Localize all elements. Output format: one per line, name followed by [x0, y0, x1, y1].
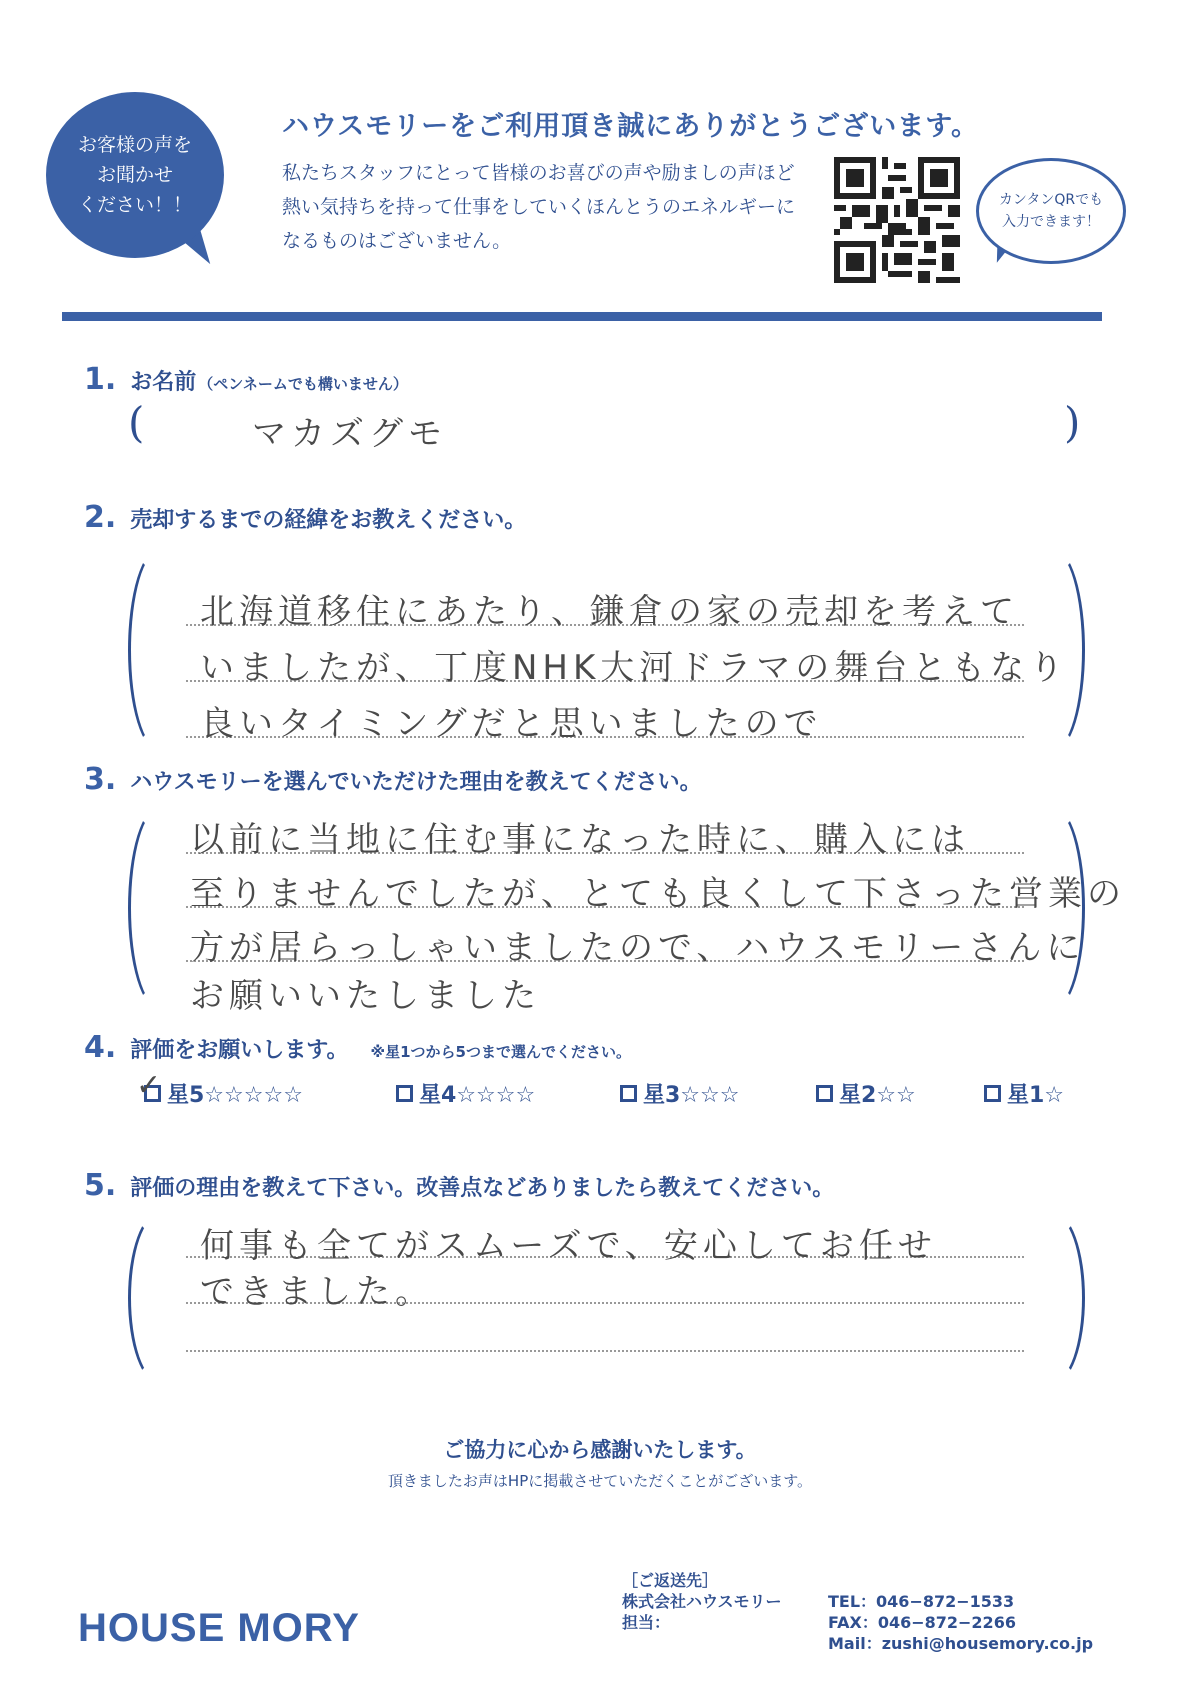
qr-code-icon[interactable]: [834, 157, 960, 283]
rating-label: 星3☆☆☆: [643, 1083, 740, 1108]
question-4: [84, 1030, 631, 1065]
question-label: 売却するまでの経緯をお教えください。: [130, 508, 527, 533]
name-answer[interactable]: マカズグモ: [252, 414, 447, 454]
rating-option-1[interactable]: [984, 1078, 1064, 1109]
speech-bubble: [46, 92, 224, 258]
qr-note-line: カンタンQRでも: [998, 192, 1104, 208]
checkbox[interactable]: [620, 1085, 637, 1102]
question-3: [84, 762, 702, 797]
intro-line: 私たちスタッフにとって皆様のお喜びの声や励ましの声ほど: [282, 162, 795, 184]
email-link[interactable]: Mail：zushi@housemory.co.jp: [828, 1634, 1094, 1653]
thanks-text: ご協力に心から感謝いたします。: [443, 1438, 757, 1462]
bubble-line: お客様の声を: [77, 134, 192, 156]
answer-text[interactable]: 北海道移住にあたり、鎌倉の家の売却を考えて: [200, 592, 1019, 632]
question-2: [84, 500, 526, 535]
check-mark-icon: ✓: [136, 1068, 162, 1103]
answer-text[interactable]: 至りませんでしたが、とても良くして下さった営業の: [190, 874, 1126, 914]
checkbox[interactable]: [396, 1085, 413, 1102]
question-number: 4.: [84, 1030, 117, 1065]
return-label: ［ご返送先］: [622, 1571, 719, 1590]
publish-note: 頂きましたお声はHPに掲載させていただくことがございます。: [387, 1472, 813, 1490]
question-label: 評価の理由を教えて下さい。改善点などありましたら教えてください。: [130, 1176, 835, 1201]
bubble-line: ください！！: [77, 194, 192, 216]
answer-text[interactable]: いましたが、丁度NHK大河ドラマの舞台ともなり: [200, 648, 1069, 688]
checkbox[interactable]: [984, 1085, 1001, 1102]
answer-line: [186, 1350, 1024, 1352]
answer-text[interactable]: できました。: [200, 1272, 434, 1312]
tel-number[interactable]: TEL：046−872−1533: [828, 1592, 1015, 1611]
right-paren: ): [1064, 398, 1081, 447]
intro-line: なるものはございません。: [282, 230, 512, 252]
company-logo: HOUSE MORY: [78, 1606, 360, 1650]
header-divider: [62, 312, 1102, 321]
fax-number: FAX：046−872−2266: [828, 1613, 1016, 1632]
left-bracket: [128, 1212, 191, 1384]
page-title: ハウスモリーをご利用頂き誠にありがとうございます。: [282, 111, 980, 142]
answer-text[interactable]: お願いいたしました: [190, 976, 541, 1016]
question-label: ハウスモリーを選んでいただけた理由を教えてください。: [130, 770, 702, 795]
question-label: お名前: [130, 370, 197, 395]
rating-label: 星4☆☆☆☆: [419, 1083, 536, 1108]
answer-text[interactable]: 方が居らっしゃいましたので、ハウスモリーさんに: [190, 928, 1086, 968]
checkbox[interactable]: [816, 1085, 833, 1102]
question-number: 2.: [84, 500, 117, 535]
bubble-line: お聞かせ: [96, 164, 173, 186]
company-name: 株式会社ハウスモリー: [622, 1592, 782, 1611]
right-bracket: [1022, 1212, 1085, 1384]
rating-option-5[interactable]: [144, 1078, 303, 1109]
question-5: [84, 1168, 834, 1203]
rating-label: 星5☆☆☆☆☆: [167, 1083, 303, 1108]
qr-note-bubble: [976, 158, 1126, 264]
question-sub: ※星1つから5つまで選んでください。: [370, 1043, 631, 1061]
staff-label: 担当：: [622, 1613, 671, 1632]
answer-text[interactable]: 良いタイミングだと思いましたので: [200, 704, 823, 744]
left-bracket: [128, 548, 191, 752]
rating-option-3[interactable]: [620, 1078, 739, 1109]
rating-option-4[interactable]: [396, 1078, 535, 1109]
question-sub: （ペンネームでも構いません）: [198, 375, 408, 393]
question-1: [84, 362, 408, 397]
rating-label: 星2☆☆: [839, 1083, 916, 1108]
answer-text[interactable]: 何事も全てがスムーズで、安心してお任せ: [200, 1226, 937, 1266]
question-number: 5.: [84, 1168, 117, 1203]
intro-line: 熱い気持ちを持って仕事をしていくほんとうのエネルギーに: [282, 196, 796, 218]
question-number: 3.: [84, 762, 117, 797]
left-bracket: [128, 806, 191, 1010]
question-number: 1.: [84, 362, 117, 397]
intro-text: [282, 156, 842, 258]
left-paren: (: [128, 398, 145, 447]
answer-text[interactable]: 以前に当地に住む事になった時に、購入には: [190, 820, 970, 860]
rating-option-2[interactable]: [816, 1078, 916, 1109]
rating-label: 星1☆: [1007, 1083, 1065, 1108]
qr-note-line: 入力できます！: [1002, 214, 1100, 230]
question-label: 評価をお願いします。: [130, 1038, 349, 1063]
